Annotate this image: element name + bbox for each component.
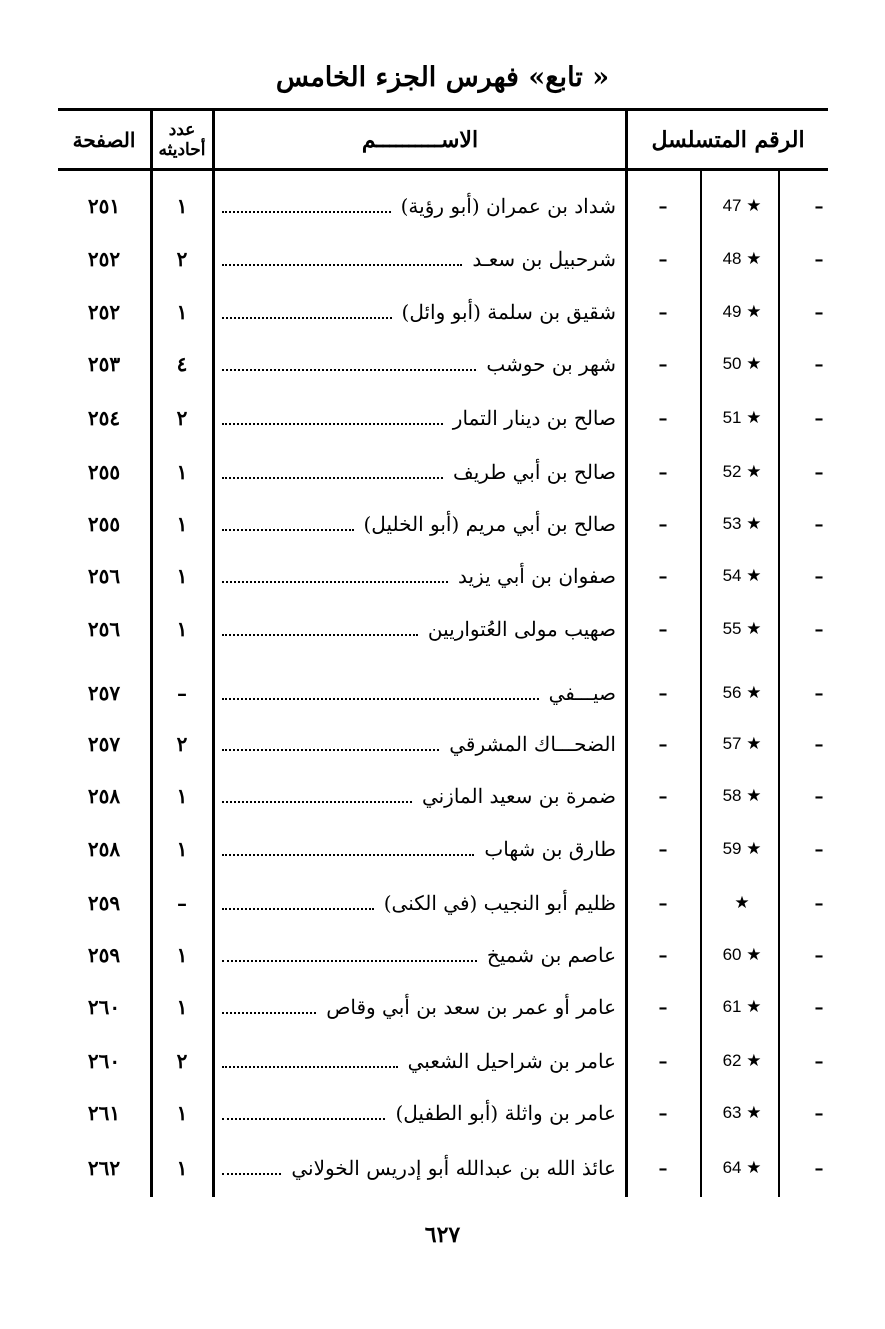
row-dash-inner: – bbox=[658, 944, 668, 966]
row-count: ٢ bbox=[176, 406, 188, 430]
row-name-cell bbox=[222, 180, 616, 232]
row-name: عاصم بن شميخ bbox=[486, 943, 616, 967]
row-name-cell bbox=[222, 667, 616, 719]
row-name-cell bbox=[222, 286, 616, 338]
table-row bbox=[0, 1087, 885, 1139]
row-dash-outer: – bbox=[814, 407, 824, 429]
row-count: ١ bbox=[176, 300, 188, 324]
table-row bbox=[0, 929, 885, 981]
row-dash-outer: – bbox=[814, 1102, 824, 1124]
dot-leader bbox=[222, 801, 412, 803]
row-dash-outer: – bbox=[814, 353, 824, 375]
table-row bbox=[0, 1142, 885, 1194]
row-name-cell bbox=[222, 392, 616, 444]
table-row bbox=[0, 770, 885, 822]
dot-leader bbox=[222, 477, 443, 479]
row-count: ٤ bbox=[176, 352, 188, 376]
row-name: عامر بن شراحيل الشعبي bbox=[407, 1049, 616, 1073]
row-page: ٢٥٩ bbox=[87, 891, 121, 915]
dot-leader bbox=[222, 423, 443, 425]
row-name: شقيق بن سلمة (أبو وائل) bbox=[401, 300, 616, 324]
dot-leader bbox=[222, 908, 374, 910]
row-count: ١ bbox=[176, 1156, 188, 1180]
row-dash-inner: – bbox=[658, 1157, 668, 1179]
row-name-cell bbox=[222, 1035, 616, 1087]
row-page: ٢٥٨ bbox=[87, 784, 121, 808]
table-row bbox=[0, 233, 885, 285]
dot-leader bbox=[222, 264, 462, 266]
table-row bbox=[0, 718, 885, 770]
row-dash-outer: – bbox=[814, 838, 824, 860]
row-page: ٢٥٨ bbox=[87, 837, 121, 861]
row-dash-inner: – bbox=[658, 407, 668, 429]
row-page: ٢٦٢ bbox=[87, 1156, 121, 1180]
row-count: ١ bbox=[176, 564, 188, 588]
row-count: ١ bbox=[176, 995, 188, 1019]
row-name-cell bbox=[222, 446, 616, 498]
row-name-cell bbox=[222, 550, 616, 602]
row-dash-inner: – bbox=[658, 682, 668, 704]
row-serial-number: 58 ★ bbox=[722, 786, 762, 805]
row-page: ٢٦٠ bbox=[87, 995, 121, 1019]
row-dash-inner: – bbox=[658, 565, 668, 587]
row-dash-inner: – bbox=[658, 248, 668, 270]
table-row bbox=[0, 498, 885, 550]
row-serial-number: 51 ★ bbox=[722, 408, 762, 427]
row-dash-outer: – bbox=[814, 461, 824, 483]
row-serial-number: 49 ★ bbox=[722, 302, 762, 321]
row-name: عائذ الله بن عبدالله أبو إدريس الخولاني bbox=[291, 1156, 616, 1180]
row-dash-inner: – bbox=[658, 838, 668, 860]
row-page: ٢٥٣ bbox=[87, 352, 121, 376]
dot-leader bbox=[222, 211, 391, 213]
row-serial-number: 55 ★ bbox=[722, 619, 762, 638]
row-page: ٢٥٥ bbox=[87, 460, 121, 484]
row-name-cell bbox=[222, 233, 616, 285]
row-count: ٢ bbox=[176, 732, 188, 756]
row-name-cell bbox=[222, 1087, 616, 1139]
header-name: الاســــــــــم bbox=[361, 126, 479, 153]
dot-leader bbox=[222, 698, 539, 700]
row-serial-number: ★ bbox=[734, 893, 750, 912]
row-name: صالح بن أبي مريم (أبو الخليل) bbox=[363, 512, 616, 536]
row-dash-inner: – bbox=[658, 892, 668, 914]
dot-leader bbox=[222, 854, 474, 856]
row-name-cell bbox=[222, 718, 616, 770]
row-serial-number: 50 ★ bbox=[722, 354, 762, 373]
row-serial-number: 47 ★ bbox=[722, 196, 762, 215]
row-serial-number: 63 ★ bbox=[722, 1103, 762, 1122]
row-dash-outer: – bbox=[814, 1157, 824, 1179]
row-count: – bbox=[177, 681, 187, 705]
row-name: الضحـــاك المشرقي bbox=[449, 732, 616, 756]
row-page: ٢٥٦ bbox=[87, 617, 121, 641]
row-name: شهر بن حوشب bbox=[486, 352, 616, 376]
row-serial-number: 56 ★ bbox=[722, 683, 762, 702]
header-bottom-rule bbox=[58, 168, 828, 171]
row-dash-inner: – bbox=[658, 461, 668, 483]
row-count: ١ bbox=[176, 512, 188, 536]
row-serial-number: 53 ★ bbox=[722, 514, 762, 533]
table-row bbox=[0, 550, 885, 602]
row-dash-inner: – bbox=[658, 996, 668, 1018]
row-page: ٢٥٢ bbox=[87, 300, 121, 324]
row-dash-outer: – bbox=[814, 248, 824, 270]
header-count-line2: أحاديثه bbox=[158, 139, 206, 160]
page-number: ٦٢٧ bbox=[424, 1222, 461, 1248]
row-name-cell bbox=[222, 877, 616, 929]
row-name-cell bbox=[222, 1142, 616, 1194]
row-name: شداد بن عمران (أبو رؤية) bbox=[400, 194, 616, 218]
row-dash-inner: – bbox=[658, 301, 668, 323]
row-serial-number: 60 ★ bbox=[722, 945, 762, 964]
table-row bbox=[0, 1035, 885, 1087]
row-name: عامر بن واثلة (أبو الطفيل) bbox=[395, 1101, 616, 1125]
page-title: « تابع» فهرس الجزء الخامس bbox=[275, 62, 610, 93]
dot-leader bbox=[222, 369, 476, 371]
row-page: ٢٥١ bbox=[87, 194, 121, 218]
row-page: ٢٥٢ bbox=[87, 247, 121, 271]
dot-leader bbox=[222, 634, 418, 636]
row-serial-number: 52 ★ bbox=[722, 462, 762, 481]
row-page: ٢٦١ bbox=[87, 1101, 121, 1125]
row-dash-outer: – bbox=[814, 195, 824, 217]
row-serial-number: 57 ★ bbox=[722, 734, 762, 753]
row-count: ٢ bbox=[176, 247, 188, 271]
row-name-cell bbox=[222, 823, 616, 875]
row-page: ٢٥٤ bbox=[87, 406, 121, 430]
row-name: ظليم أبو النجيب (في الكنى) bbox=[383, 891, 616, 915]
header-count-line1: عدد bbox=[168, 119, 196, 140]
dot-leader bbox=[222, 581, 448, 583]
row-serial-number: 61 ★ bbox=[722, 997, 762, 1016]
table-row bbox=[0, 392, 885, 444]
row-name-cell bbox=[222, 338, 616, 390]
row-count: ١ bbox=[176, 1101, 188, 1125]
row-page: ٢٥٦ bbox=[87, 564, 121, 588]
table-row bbox=[0, 180, 885, 232]
dot-leader bbox=[222, 1173, 281, 1175]
row-serial-number: 64 ★ bbox=[722, 1158, 762, 1177]
row-page: ٢٥٧ bbox=[87, 681, 121, 705]
row-count: ١ bbox=[176, 837, 188, 861]
row-serial-number: 54 ★ bbox=[722, 566, 762, 585]
row-name-cell bbox=[222, 603, 616, 655]
row-dash-outer: – bbox=[814, 785, 824, 807]
row-dash-inner: – bbox=[658, 353, 668, 375]
table-row bbox=[0, 877, 885, 929]
row-page: ٢٥٩ bbox=[87, 943, 121, 967]
header-count bbox=[152, 111, 212, 168]
header-serial: الرقم المتسلسل bbox=[651, 126, 805, 153]
dot-leader bbox=[222, 960, 477, 962]
row-dash-outer: – bbox=[814, 565, 824, 587]
row-name: طارق بن شهاب bbox=[484, 837, 616, 861]
header-page: الصفحة bbox=[72, 127, 136, 152]
row-dash-inner: – bbox=[658, 618, 668, 640]
row-name: صهيب مولى العُتواريين bbox=[427, 617, 616, 641]
row-page: ٢٥٥ bbox=[87, 512, 121, 536]
row-page: ٢٥٧ bbox=[87, 732, 121, 756]
row-count: ١ bbox=[176, 784, 188, 808]
row-name: ضمرة بن سعيد المازني bbox=[421, 784, 616, 808]
dot-leader bbox=[222, 1012, 316, 1014]
dot-leader bbox=[222, 1118, 385, 1120]
row-dash-outer: – bbox=[814, 892, 824, 914]
row-dash-outer: – bbox=[814, 944, 824, 966]
row-dash-inner: – bbox=[658, 1102, 668, 1124]
row-dash-outer: – bbox=[814, 513, 824, 535]
dot-leader bbox=[222, 749, 439, 751]
row-dash-outer: – bbox=[814, 996, 824, 1018]
row-dash-inner: – bbox=[658, 195, 668, 217]
row-dash-inner: – bbox=[658, 513, 668, 535]
table-row bbox=[0, 981, 885, 1033]
row-dash-outer: – bbox=[814, 1050, 824, 1072]
row-name-cell bbox=[222, 981, 616, 1033]
row-dash-outer: – bbox=[814, 301, 824, 323]
row-dash-inner: – bbox=[658, 733, 668, 755]
dot-leader bbox=[222, 317, 392, 319]
row-name: صفوان بن أبي يزيد bbox=[458, 564, 616, 588]
row-name-cell bbox=[222, 498, 616, 550]
row-count: – bbox=[177, 891, 187, 915]
row-serial-number: 48 ★ bbox=[722, 249, 762, 268]
row-count: ١ bbox=[176, 617, 188, 641]
row-name-cell bbox=[222, 929, 616, 981]
row-serial-number: 62 ★ bbox=[722, 1051, 762, 1070]
row-count: ١ bbox=[176, 943, 188, 967]
row-name: صالح بن دينار التمار bbox=[452, 406, 616, 430]
row-serial-number: 59 ★ bbox=[722, 839, 762, 858]
table-row bbox=[0, 603, 885, 655]
row-page: ٢٦٠ bbox=[87, 1049, 121, 1073]
row-count: ١ bbox=[176, 194, 188, 218]
row-name: عامر أو عمر بن سعد بن أبي وقاص bbox=[326, 995, 616, 1019]
row-name: صيـــفي bbox=[548, 681, 616, 705]
row-dash-outer: – bbox=[814, 682, 824, 704]
row-dash-inner: – bbox=[658, 1050, 668, 1072]
row-dash-outer: – bbox=[814, 733, 824, 755]
table-row bbox=[0, 667, 885, 719]
row-count: ٢ bbox=[176, 1049, 188, 1073]
row-dash-inner: – bbox=[658, 785, 668, 807]
row-dash-outer: – bbox=[814, 618, 824, 640]
table-row bbox=[0, 286, 885, 338]
table-row bbox=[0, 338, 885, 390]
dot-leader bbox=[222, 529, 354, 531]
dot-leader bbox=[222, 1066, 398, 1068]
table-row bbox=[0, 446, 885, 498]
row-name: صالح بن أبي طريف bbox=[453, 460, 616, 484]
row-count: ١ bbox=[176, 460, 188, 484]
table-row bbox=[0, 823, 885, 875]
row-name: شرحبيل بن سعـد bbox=[472, 247, 616, 271]
row-name-cell bbox=[222, 770, 616, 822]
